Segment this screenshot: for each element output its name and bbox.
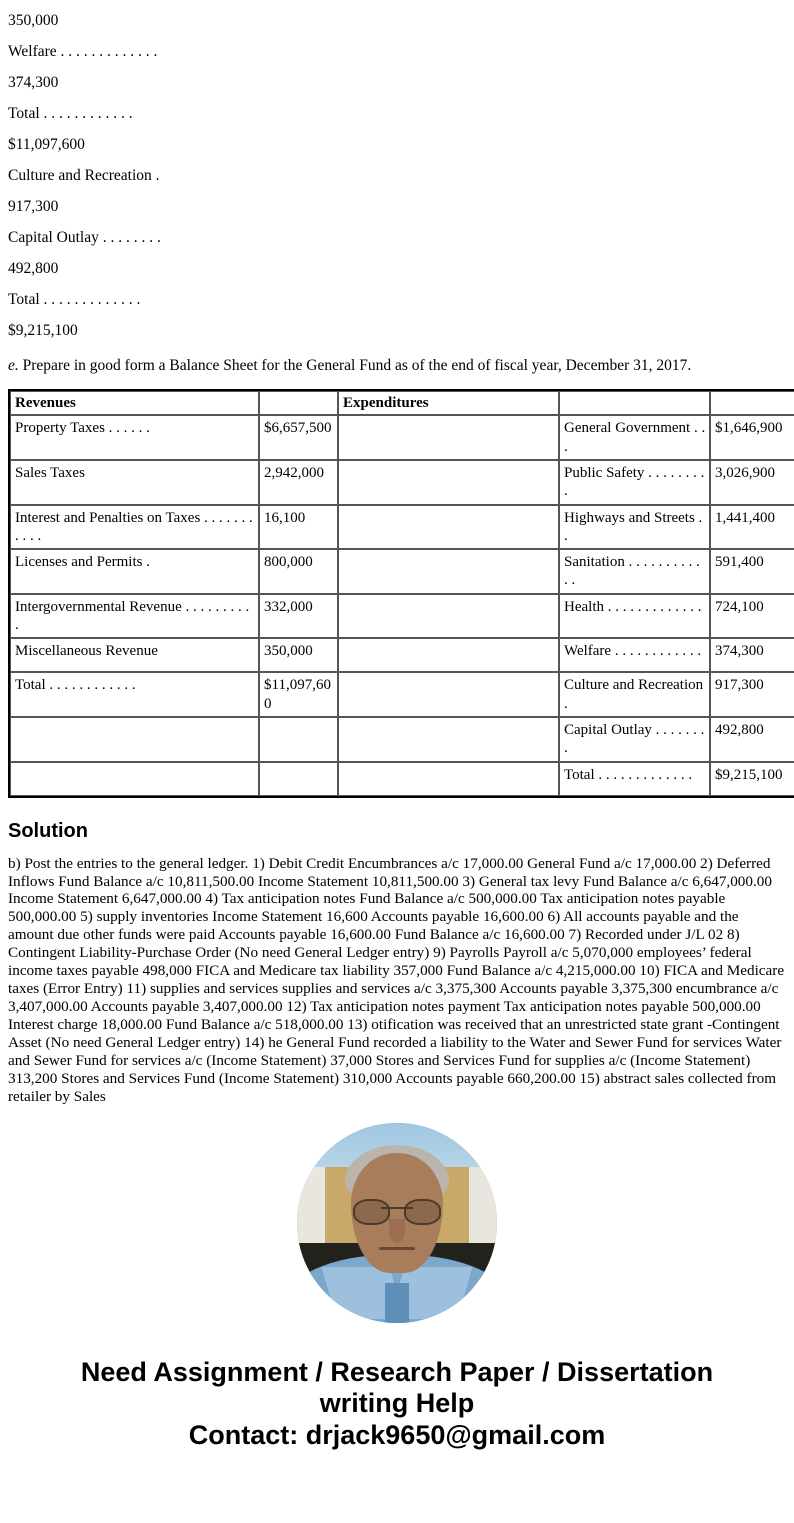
spacer-cell (338, 594, 559, 639)
expenditure-amount: 3,026,900 (710, 460, 794, 505)
balance-sheet-table (8, 389, 794, 797)
instruction-line (0, 347, 794, 384)
photo-tie (385, 1283, 409, 1323)
revenue-label (10, 717, 259, 762)
statement-line: Total . . . . . . . . . . . . . (8, 291, 141, 309)
revenue-label: Miscellaneous Revenue (10, 638, 259, 672)
statement-line: 374,300 (8, 74, 59, 92)
header-cell-revenues: Revenues (10, 391, 259, 415)
spacer-cell (338, 638, 559, 672)
instruction-label: e. (8, 356, 19, 374)
statement-line: Welfare . . . . . . . . . . . . . (8, 43, 158, 61)
spacer-cell (338, 549, 559, 594)
header-cell-pad-1 (559, 391, 710, 415)
expenditure-label: General Government . . . (559, 415, 710, 460)
expenditure-amount: $1,646,900 (710, 415, 794, 460)
photo-lens-right (404, 1199, 441, 1225)
solution-paragraph: b) Post the entries to the general ledger. 1) Debit Credit Encumbrances a/c 17,000.00 General Fund a/c 17,000.00 2) Deferred Inflows Fund Balance a/c 10,811,500.00 Income Statement 10,811,500.00 3) General tax levy Fund Balance a/c 6,647,000.00 Income Statement 6,647,000.00 4) Tax anticipation notes Fund Balance a/c 500,000.00 Tax anticipation notes payable 500,000.00 5) supply inventories Income Statement 16,600 Accounts payable 16,600.00 6) All accounts payable and the amount due other funds were paid Accounts payable 16,600.00 Fund Balance a/c 16,600.00 7) Recorded under J/L 02 8) Contingent Liability-Purchase Order (No need General Ledger entry) 9) Payrolls Payroll a/c 5,070,000 employees’ federal income taxes payable 498,000 FICA and Medicare tax liability 357,000 Fund Balance a/c 4,215,000.00 10) FICA and Medicare taxes (Error Entry) 11) supplies and services supplies and services a/c 3,375,300 Accounts payable 3,375,300 encumbrance a/c 3,407,000.00 Accounts payable 3,407,000.00 12) Tax anticipation notes payment Tax anticipation notes payable 500,000.00 Interest charge 18,000.00 Fund Balance a/c 518,000.00 13) otification was received that an unrestricted state grant -Contingent Asset (No need General Ledger entry) 14) he General Fund recorded a liability to the Water and Sewer Fund for services Water and Sewer Fund for services a/c (Income Statement) 37,000 Stores and Services Fund for supplies a/c (Income Statement) 313,200 Stores and Services Fund (Income Statement) 310,000 Accounts payable 660,200.00 15) abstract sales collected from retailer by Sales (8, 854, 785, 1105)
cta-line-3: Contact: drjack9650@gmail.com (188, 1420, 606, 1451)
header-cell-pad-2 (710, 391, 794, 415)
table-row (10, 594, 794, 639)
spacer-cell (338, 505, 559, 550)
table-row (10, 717, 794, 762)
revenue-amount: $11,097,600 (259, 672, 338, 717)
expenditure-label: Capital Outlay . . . . . . . . (559, 717, 710, 762)
spacer-cell (338, 717, 559, 762)
solution-heading: Solution (8, 819, 88, 842)
header-cell-expenditures: Expenditures (338, 391, 559, 415)
revenue-label: Total . . . . . . . . . . . . (10, 672, 259, 717)
table-row (10, 505, 794, 550)
revenue-amount: 332,000 (259, 594, 338, 639)
expenditure-amount: 492,800 (710, 717, 794, 762)
expenditure-label: Highways and Streets . . (559, 505, 710, 550)
statement-line: $9,215,100 (8, 322, 78, 340)
spacer-cell (338, 415, 559, 460)
revenue-amount: 350,000 (259, 638, 338, 672)
spacer-cell (338, 672, 559, 717)
table-row (10, 638, 794, 672)
revenue-label: Interest and Penalties on Taxes . . . . . . . . . . . (10, 505, 259, 550)
portrait-wrap (0, 1117, 794, 1323)
revenue-amount: 2,942,000 (259, 460, 338, 505)
statement-line: Capital Outlay . . . . . . . . (8, 229, 161, 247)
instruction-text: Prepare in good form a Balance Sheet for the General Fund as of the end of fiscal year, December 31, 2017. (18, 356, 692, 374)
expenditure-label: Health . . . . . . . . . . . . . (559, 594, 710, 639)
contact-cta (0, 1323, 794, 1465)
expenditure-label: Sanitation . . . . . . . . . . . . (559, 549, 710, 594)
revenue-amount (259, 762, 338, 796)
expenditure-amount: 1,441,400 (710, 505, 794, 550)
revenue-label: Licenses and Permits . (10, 549, 259, 594)
expenditure-label: Public Safety . . . . . . . . . (559, 460, 710, 505)
statement-line: 492,800 (8, 260, 59, 278)
avatar (297, 1123, 497, 1323)
expenditure-amount: $9,215,100 (710, 762, 794, 796)
balance-table-wrap (0, 383, 794, 797)
photo-lens-left (353, 1199, 390, 1225)
statement-line: Culture and Recreation . (8, 167, 160, 185)
revenue-label: Sales Taxes (10, 460, 259, 505)
expenditure-amount: 724,100 (710, 594, 794, 639)
table-row (10, 415, 794, 460)
solution-body (0, 847, 794, 1117)
table-header-row (10, 391, 794, 415)
expenditure-amount: 591,400 (710, 549, 794, 594)
expenditure-label: Culture and Recreation . (559, 672, 710, 717)
table-row (10, 549, 794, 594)
statement-line: $11,097,600 (8, 136, 85, 154)
expenditure-amount: 917,300 (710, 672, 794, 717)
statement-lines-block (0, 0, 794, 347)
revenue-label: Intergovernmental Revenue . . . . . . . . . . (10, 594, 259, 639)
cta-line-1: Need Assignment / Research Paper / Dissertation (80, 1356, 714, 1387)
header-cell-blank (259, 391, 338, 415)
revenue-amount (259, 717, 338, 762)
expenditure-label: Welfare . . . . . . . . . . . . (559, 638, 710, 672)
statement-line: 917,300 (8, 198, 59, 216)
statement-line: Total . . . . . . . . . . . . (8, 105, 133, 123)
expenditure-label: Total . . . . . . . . . . . . . (559, 762, 710, 796)
cta-line-2: writing Help (319, 1388, 475, 1419)
revenue-amount: 800,000 (259, 549, 338, 594)
statement-line: 350,000 (8, 12, 59, 29)
revenue-amount: $6,657,500 (259, 415, 338, 460)
spacer-cell (338, 762, 559, 796)
table-row (10, 762, 794, 796)
table-row (10, 460, 794, 505)
glasses-icon (353, 1199, 441, 1225)
expenditure-amount: 374,300 (710, 638, 794, 672)
revenue-amount: 16,100 (259, 505, 338, 550)
table-row (10, 672, 794, 717)
photo-mouth (379, 1247, 415, 1250)
photo-glasses-bridge (381, 1207, 413, 1209)
spacer-cell (338, 460, 559, 505)
revenue-label (10, 762, 259, 796)
revenue-label: Property Taxes . . . . . . (10, 415, 259, 460)
